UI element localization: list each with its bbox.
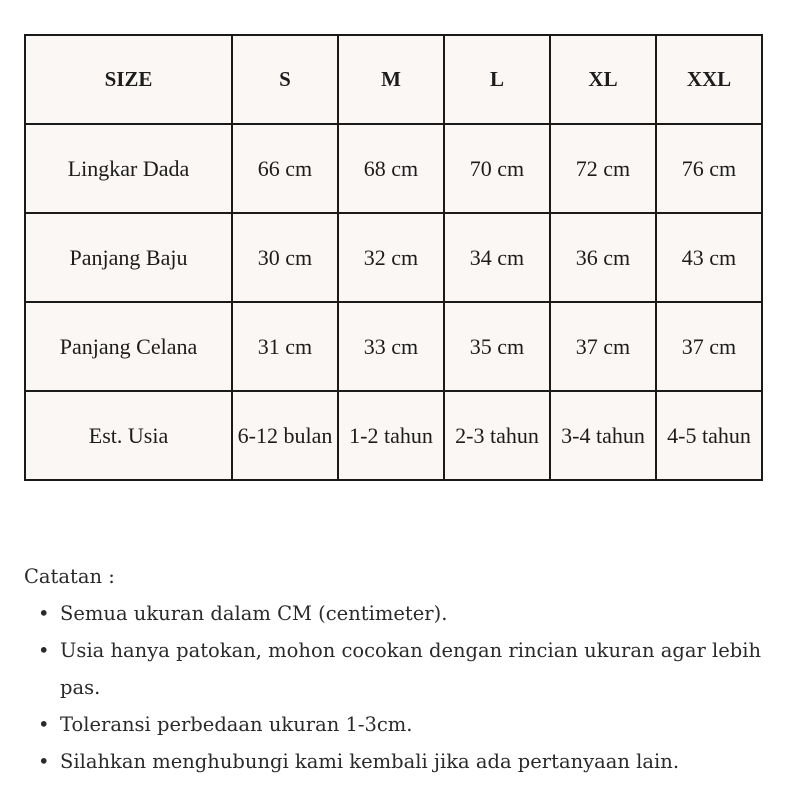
note-text: Semua ukuran dalam CM (centimeter).: [60, 602, 448, 625]
header-s: S: [232, 35, 338, 124]
list-item: [24, 632, 784, 706]
table-cell: 37 cm: [550, 302, 656, 391]
table-cell: 2-3 tahun: [444, 391, 550, 480]
table-cell: 1-2 tahun: [338, 391, 444, 480]
header-xl: XL: [550, 35, 656, 124]
table-cell: 6-12 bulan: [232, 391, 338, 480]
row-label: Lingkar Dada: [25, 124, 232, 213]
table-cell: 35 cm: [444, 302, 550, 391]
note-text: Toleransi perbedaan ukuran 1-3cm.: [60, 713, 413, 736]
row-label: Est. Usia: [25, 391, 232, 480]
table-cell: 32 cm: [338, 213, 444, 302]
table-cell: 72 cm: [550, 124, 656, 213]
row-label: Panjang Celana: [25, 302, 232, 391]
header-xxl: XXL: [656, 35, 762, 124]
table-row: [25, 391, 762, 480]
table-cell: 70 cm: [444, 124, 550, 213]
table-cell: 66 cm: [232, 124, 338, 213]
note-text: Silahkan menghubungi kami kembali jika ada pertanyaan lain.: [60, 750, 680, 773]
bullet-icon: •: [38, 713, 50, 736]
list-item: [24, 706, 784, 743]
table-cell: 30 cm: [232, 213, 338, 302]
table-cell: 34 cm: [444, 213, 550, 302]
table-cell: 3-4 tahun: [550, 391, 656, 480]
table-row: [25, 124, 762, 213]
bullet-icon: •: [38, 602, 50, 625]
table-cell: 43 cm: [656, 213, 762, 302]
table-cell: 37 cm: [656, 302, 762, 391]
size-chart-table: [24, 34, 763, 481]
table-cell: 33 cm: [338, 302, 444, 391]
header-size: SIZE: [25, 35, 232, 124]
header-l: L: [444, 35, 550, 124]
table-row: [25, 302, 762, 391]
table-cell: 68 cm: [338, 124, 444, 213]
bullet-icon: •: [38, 639, 50, 662]
table-cell: 31 cm: [232, 302, 338, 391]
header-m: M: [338, 35, 444, 124]
row-label: Panjang Baju: [25, 213, 232, 302]
table-cell: 76 cm: [656, 124, 762, 213]
notes-title: Catatan :: [24, 565, 115, 588]
bullet-icon: •: [38, 750, 50, 773]
table-row: [25, 213, 762, 302]
note-text: Usia hanya patokan, mohon cocokan dengan rincian ukuran agar lebih pas.: [60, 639, 762, 699]
table-header-row: [25, 35, 762, 124]
notes-list: [24, 595, 784, 780]
list-item: [24, 595, 784, 632]
notes-section: [24, 558, 784, 780]
table-cell: 4-5 tahun: [656, 391, 762, 480]
list-item: [24, 743, 784, 780]
table-cell: 36 cm: [550, 213, 656, 302]
